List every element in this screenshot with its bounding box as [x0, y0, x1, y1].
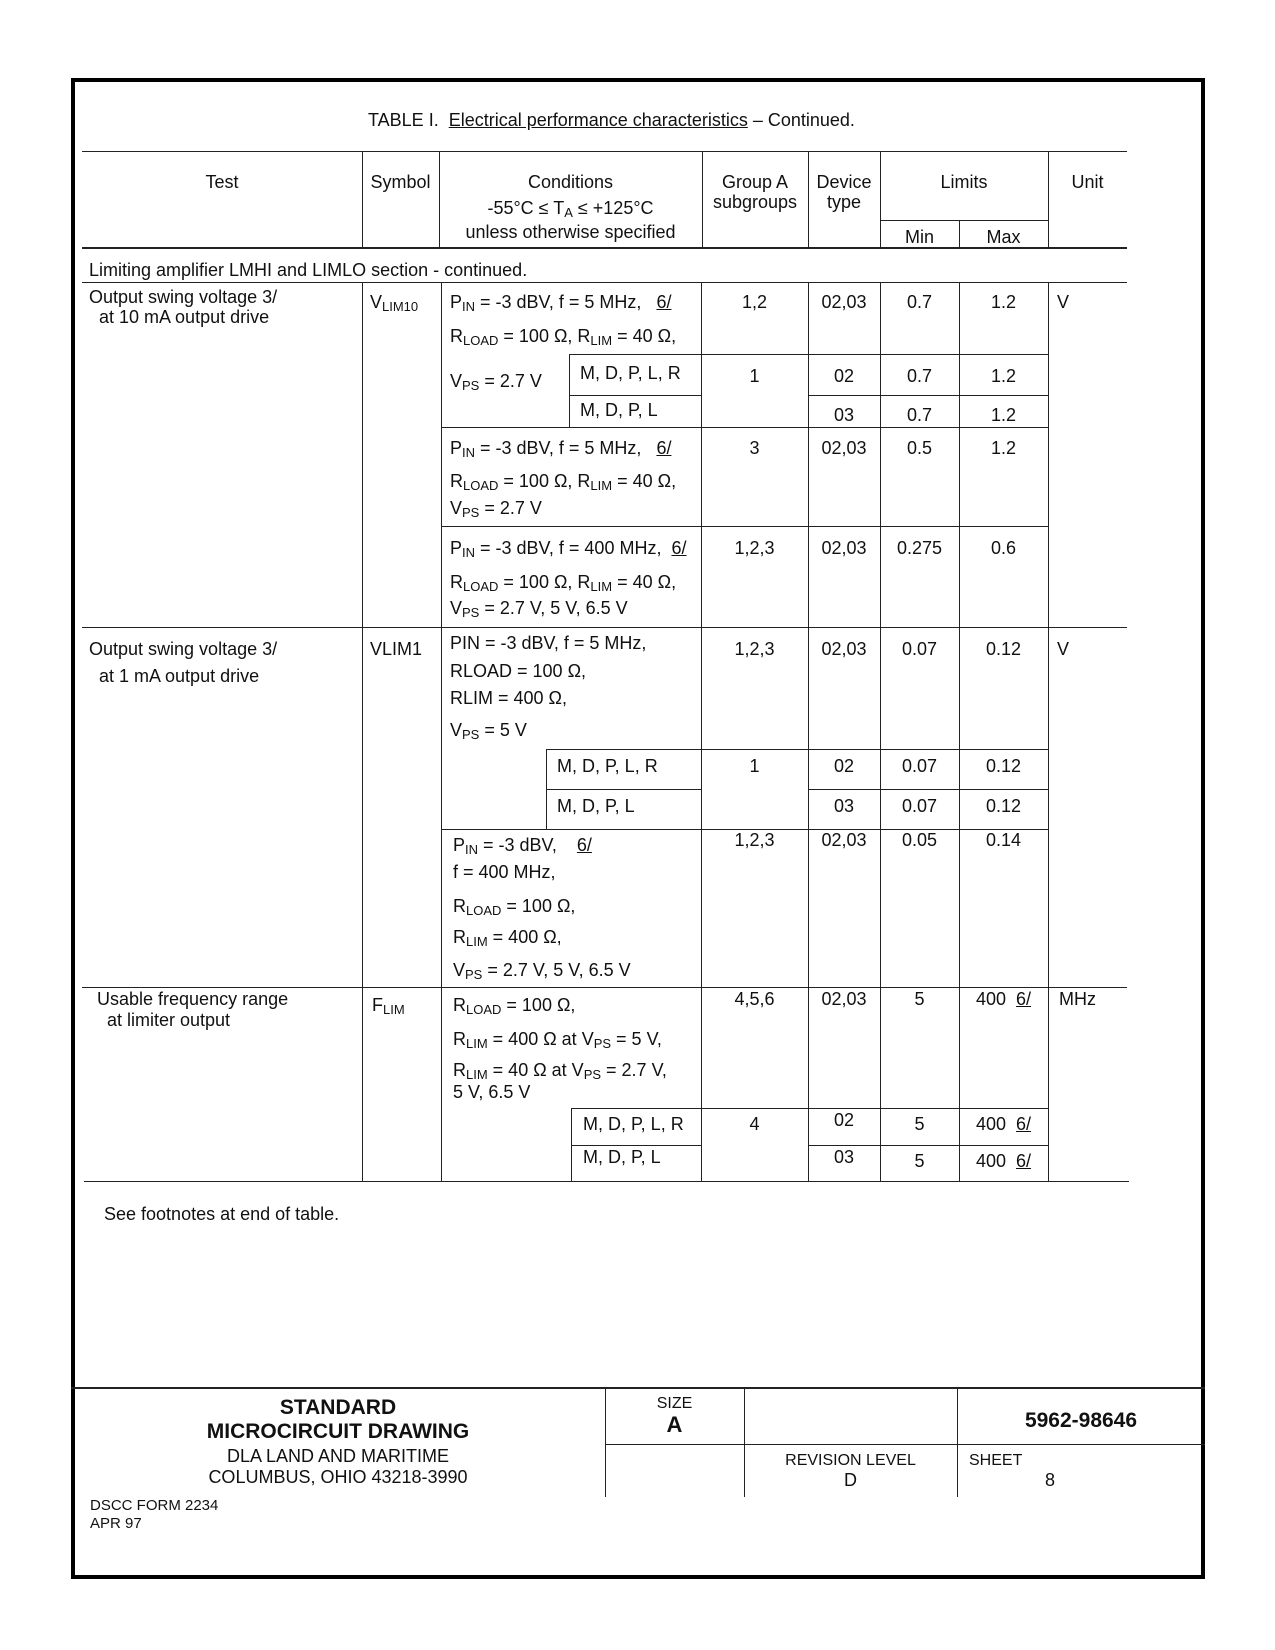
- footer-doc-number: 5962-98646: [1024, 1409, 1138, 1432]
- r3a-cond-3: $R_{LIM} = 40$ Ω at $V_{PS} = 2.7$ V,: [453, 1060, 667, 1082]
- r2-unit: V: [1057, 639, 1070, 659]
- footer-size-value: A: [666, 1412, 683, 1437]
- v-header-7: [1048, 151, 1049, 247]
- v-qual-1: [569, 354, 570, 427]
- rule-limits: [881, 220, 1049, 221]
- r2a-group: 1,2,3: [734, 639, 775, 659]
- r2a-cond-2: RLOAD = 100 Ω,: [450, 661, 587, 681]
- r1d-cond-1: $P_{IN} = -3$ dBV, f = 5 MHz, 6/: [450, 438, 672, 460]
- r3-test-2: at limiter output: [107, 1010, 231, 1030]
- r1e-cond-3: $V_{PS} = 2.7$ V, 5 V, 6.5 V: [450, 598, 628, 620]
- r2a-max: 0.12: [985, 639, 1022, 659]
- r3-unit: MHz: [1059, 989, 1096, 1009]
- r2a-cond-4: $V_{PS} = 5$ V: [450, 720, 527, 742]
- r1b-min: 0.7: [906, 366, 933, 386]
- r3a-max: 400 6/: [975, 989, 1032, 1009]
- r3-test-1: Usable frequency range: [97, 989, 289, 1009]
- header-max: Max: [986, 227, 1021, 247]
- r2-symbol: VLIM1: [370, 639, 423, 659]
- footer-size-label: SIZE: [656, 1395, 693, 1412]
- h-r2c-top-b: [808, 789, 1048, 790]
- h-r2c-top: [546, 789, 701, 790]
- r3b-min: 5: [914, 1114, 925, 1134]
- r2-test-1: Output swing voltage 3/: [89, 639, 278, 659]
- rule-header-top: [82, 151, 1127, 152]
- h-r2b-top: [546, 749, 1048, 750]
- header-conditions-3: unless otherwise specified: [465, 222, 676, 242]
- r3a-group: 4,5,6: [734, 989, 775, 1009]
- h-r1e-top: [441, 526, 1048, 527]
- header-group-2: subgroups: [712, 192, 798, 212]
- r3a-cond-4: 5 V, 6.5 V: [453, 1082, 531, 1102]
- r1b-device: 02: [833, 366, 855, 386]
- v-unit: [1048, 282, 1049, 1181]
- r2d-cond-3: $R_{LOAD} = 100$ Ω,: [453, 896, 576, 918]
- rule-header-bottom: [82, 247, 1127, 249]
- r1c-device: 03: [833, 405, 855, 425]
- r2c-min: 0.07: [901, 796, 938, 816]
- footer-rev-label: REVISION LEVEL: [785, 1452, 916, 1469]
- r1a-group: 1,2: [741, 292, 768, 312]
- r3a-cond-2: $R_{LIM} = 400$ Ω at $V_{PS} = 5$ V,: [453, 1029, 662, 1051]
- r1-test-1: Output swing voltage 3/: [89, 287, 278, 307]
- r1d-max: 1.2: [990, 438, 1017, 458]
- r2a-device: 02,03: [821, 639, 867, 659]
- header-symbol: Symbol: [370, 172, 431, 192]
- v-group: [701, 282, 702, 1181]
- footer-mid-rule: [605, 1444, 1205, 1445]
- caption-title: Electrical performance characteristics: [448, 110, 748, 130]
- r2a-cond-3: RLIM = 400 Ω,: [450, 688, 568, 708]
- r1b-qual: M, D, P, L, R: [580, 363, 681, 383]
- r1c-min: 0.7: [906, 405, 933, 425]
- r1d-group: 3: [749, 438, 760, 458]
- r2b-max: 0.12: [985, 756, 1022, 776]
- h-r3-top: [82, 987, 1127, 988]
- r1e-max: 0.6: [990, 538, 1017, 558]
- r1d-cond-3: $V_{PS} = 2.7$ V: [450, 498, 542, 520]
- footnote-text: See footnotes at end of table.: [104, 1204, 340, 1224]
- header-conditions-2: $-55^\circ C \le T_A \le +125^\circ C$: [487, 198, 654, 220]
- h-r2-top: [82, 627, 1127, 628]
- r3b-max: 400 6/: [975, 1114, 1032, 1134]
- footer-v-3: [957, 1387, 958, 1497]
- h-r1d-top: [441, 427, 1048, 428]
- h-r3b-top: [571, 1108, 1048, 1109]
- caption-prefix: TABLE I.: [368, 110, 439, 130]
- r1-unit: V: [1057, 292, 1070, 312]
- form-date: APR 97: [90, 1515, 142, 1532]
- r2c-device: 03: [833, 796, 855, 816]
- r1a-device: 02,03: [821, 292, 867, 312]
- r1a-cond-2: $R_{LOAD} = 100$ Ω, $R_{LIM} = 40$ Ω,: [450, 326, 677, 348]
- header-conditions-1: Conditions: [527, 172, 614, 192]
- r1c-qual: M, D, P, L: [580, 400, 658, 420]
- r2d-max: 0.14: [985, 830, 1022, 850]
- r2d-device: 02,03: [821, 830, 867, 850]
- r3-symbol: $F_{LIM}$: [372, 995, 405, 1017]
- r2c-qual: M, D, P, L: [557, 796, 635, 816]
- r3a-min: 5: [914, 989, 925, 1009]
- r2b-group: 1: [749, 756, 760, 776]
- r3c-qual: M, D, P, L: [583, 1147, 661, 1167]
- r1e-cond-1: $P_{IN} = -3$ dBV, f = 400 MHz, 6/: [450, 538, 687, 560]
- r3a-cond-1: $R_{LOAD} = 100$ Ω,: [453, 995, 576, 1017]
- r2a-cond-1: PIN = -3 dBV, f = 5 MHz,: [450, 633, 647, 653]
- table-caption: [368, 110, 855, 130]
- r3b-qual: M, D, P, L, R: [583, 1114, 684, 1134]
- footer-agency-2: COLUMBUS, OHIO 43218-3990: [208, 1467, 468, 1487]
- h-r1c-top: [569, 395, 701, 396]
- h-r3c-top-b: [808, 1145, 1048, 1146]
- r2d-group: 1,2,3: [734, 830, 775, 850]
- footer-agency-1: DLA LAND AND MARITIME: [226, 1446, 450, 1466]
- h-r3c-top: [571, 1145, 701, 1146]
- header-device-2: type: [826, 192, 862, 212]
- form-number: DSCC FORM 2234: [90, 1497, 219, 1514]
- r1d-min: 0.5: [906, 438, 933, 458]
- header-limits: Limits: [940, 172, 988, 192]
- r2c-max: 0.12: [985, 796, 1022, 816]
- r2b-device: 02: [833, 756, 855, 776]
- r3c-max: 400 6/: [975, 1151, 1032, 1171]
- r2a-min: 0.07: [901, 639, 938, 659]
- header-group-1: Group A: [721, 172, 789, 192]
- header-device-1: Device: [816, 172, 872, 192]
- r3a-device: 02,03: [821, 989, 867, 1009]
- r1b-group: 1: [749, 366, 760, 386]
- footer-rev-value: D: [844, 1470, 857, 1490]
- footer-top-rule: [71, 1387, 1205, 1389]
- h-table-bottom: [84, 1181, 1129, 1182]
- r1a-cond-vps: $V_{PS} = 2.7$ V: [450, 371, 542, 393]
- rule-section: [82, 282, 1127, 283]
- r1e-cond-2: $R_{LOAD} = 100$ Ω, $R_{LIM} = 40$ Ω,: [450, 572, 677, 594]
- r3c-device: 03: [833, 1147, 855, 1167]
- header-test: Test: [205, 172, 239, 192]
- r1e-device: 02,03: [821, 538, 867, 558]
- r1e-group: 1,2,3: [734, 538, 775, 558]
- r2d-cond-4: $R_{LIM} = 400$ Ω,: [453, 927, 562, 949]
- r1c-max: 1.2: [990, 405, 1017, 425]
- r1a-cond-1: $P_{IN} = -3$ dBV, f = 5 MHz, 6/: [450, 292, 672, 314]
- r1-test-2: at 10 mA output drive: [99, 307, 270, 327]
- h-r1b-top: [569, 354, 1048, 355]
- caption-suffix: – Continued.: [752, 110, 855, 130]
- r1d-device: 02,03: [821, 438, 867, 458]
- footer-standard: STANDARD: [279, 1396, 397, 1419]
- r3b-device: 02: [833, 1110, 855, 1130]
- r1a-max: 1.2: [990, 292, 1017, 312]
- v-symbol: [362, 282, 363, 1181]
- r1e-min: 0.275: [896, 538, 943, 558]
- v-conditions: [441, 282, 442, 1181]
- v-header-1: [362, 151, 363, 247]
- r3b-group: 4: [749, 1114, 760, 1134]
- r3c-min: 5: [914, 1151, 925, 1171]
- r2d-cond-2: f = 400 MHz,: [453, 862, 556, 882]
- section-title: Limiting amplifier LMHI and LIMLO section - continued.: [89, 260, 528, 280]
- r1a-min: 0.7: [906, 292, 933, 312]
- footer-sheet-value: 8: [1045, 1470, 1056, 1490]
- r1d-cond-2: $R_{LOAD} = 100$ Ω, $R_{LIM} = 40$ Ω,: [450, 471, 677, 493]
- r2d-cond-1: $P_{IN} = -3$ dBV, 6/: [453, 835, 592, 857]
- r1-symbol: $V_{LIM10}$: [370, 292, 419, 314]
- r2-test-2: at 1 mA output drive: [99, 666, 260, 686]
- r2d-min: 0.05: [901, 830, 938, 850]
- footer-sheet-label: SHEET: [969, 1452, 1023, 1469]
- r2d-cond-5: $V_{PS} = 2.7$ V, 5 V, 6.5 V: [453, 960, 631, 982]
- r2b-min: 0.07: [901, 756, 938, 776]
- footer-microcircuit: MICROCIRCUIT DRAWING: [206, 1420, 470, 1443]
- r2b-qual: M, D, P, L, R: [557, 756, 658, 776]
- header-unit: Unit: [1071, 172, 1104, 192]
- h-r1c-top-b: [808, 395, 1048, 396]
- r1b-max: 1.2: [990, 366, 1017, 386]
- header-min: Min: [904, 227, 934, 247]
